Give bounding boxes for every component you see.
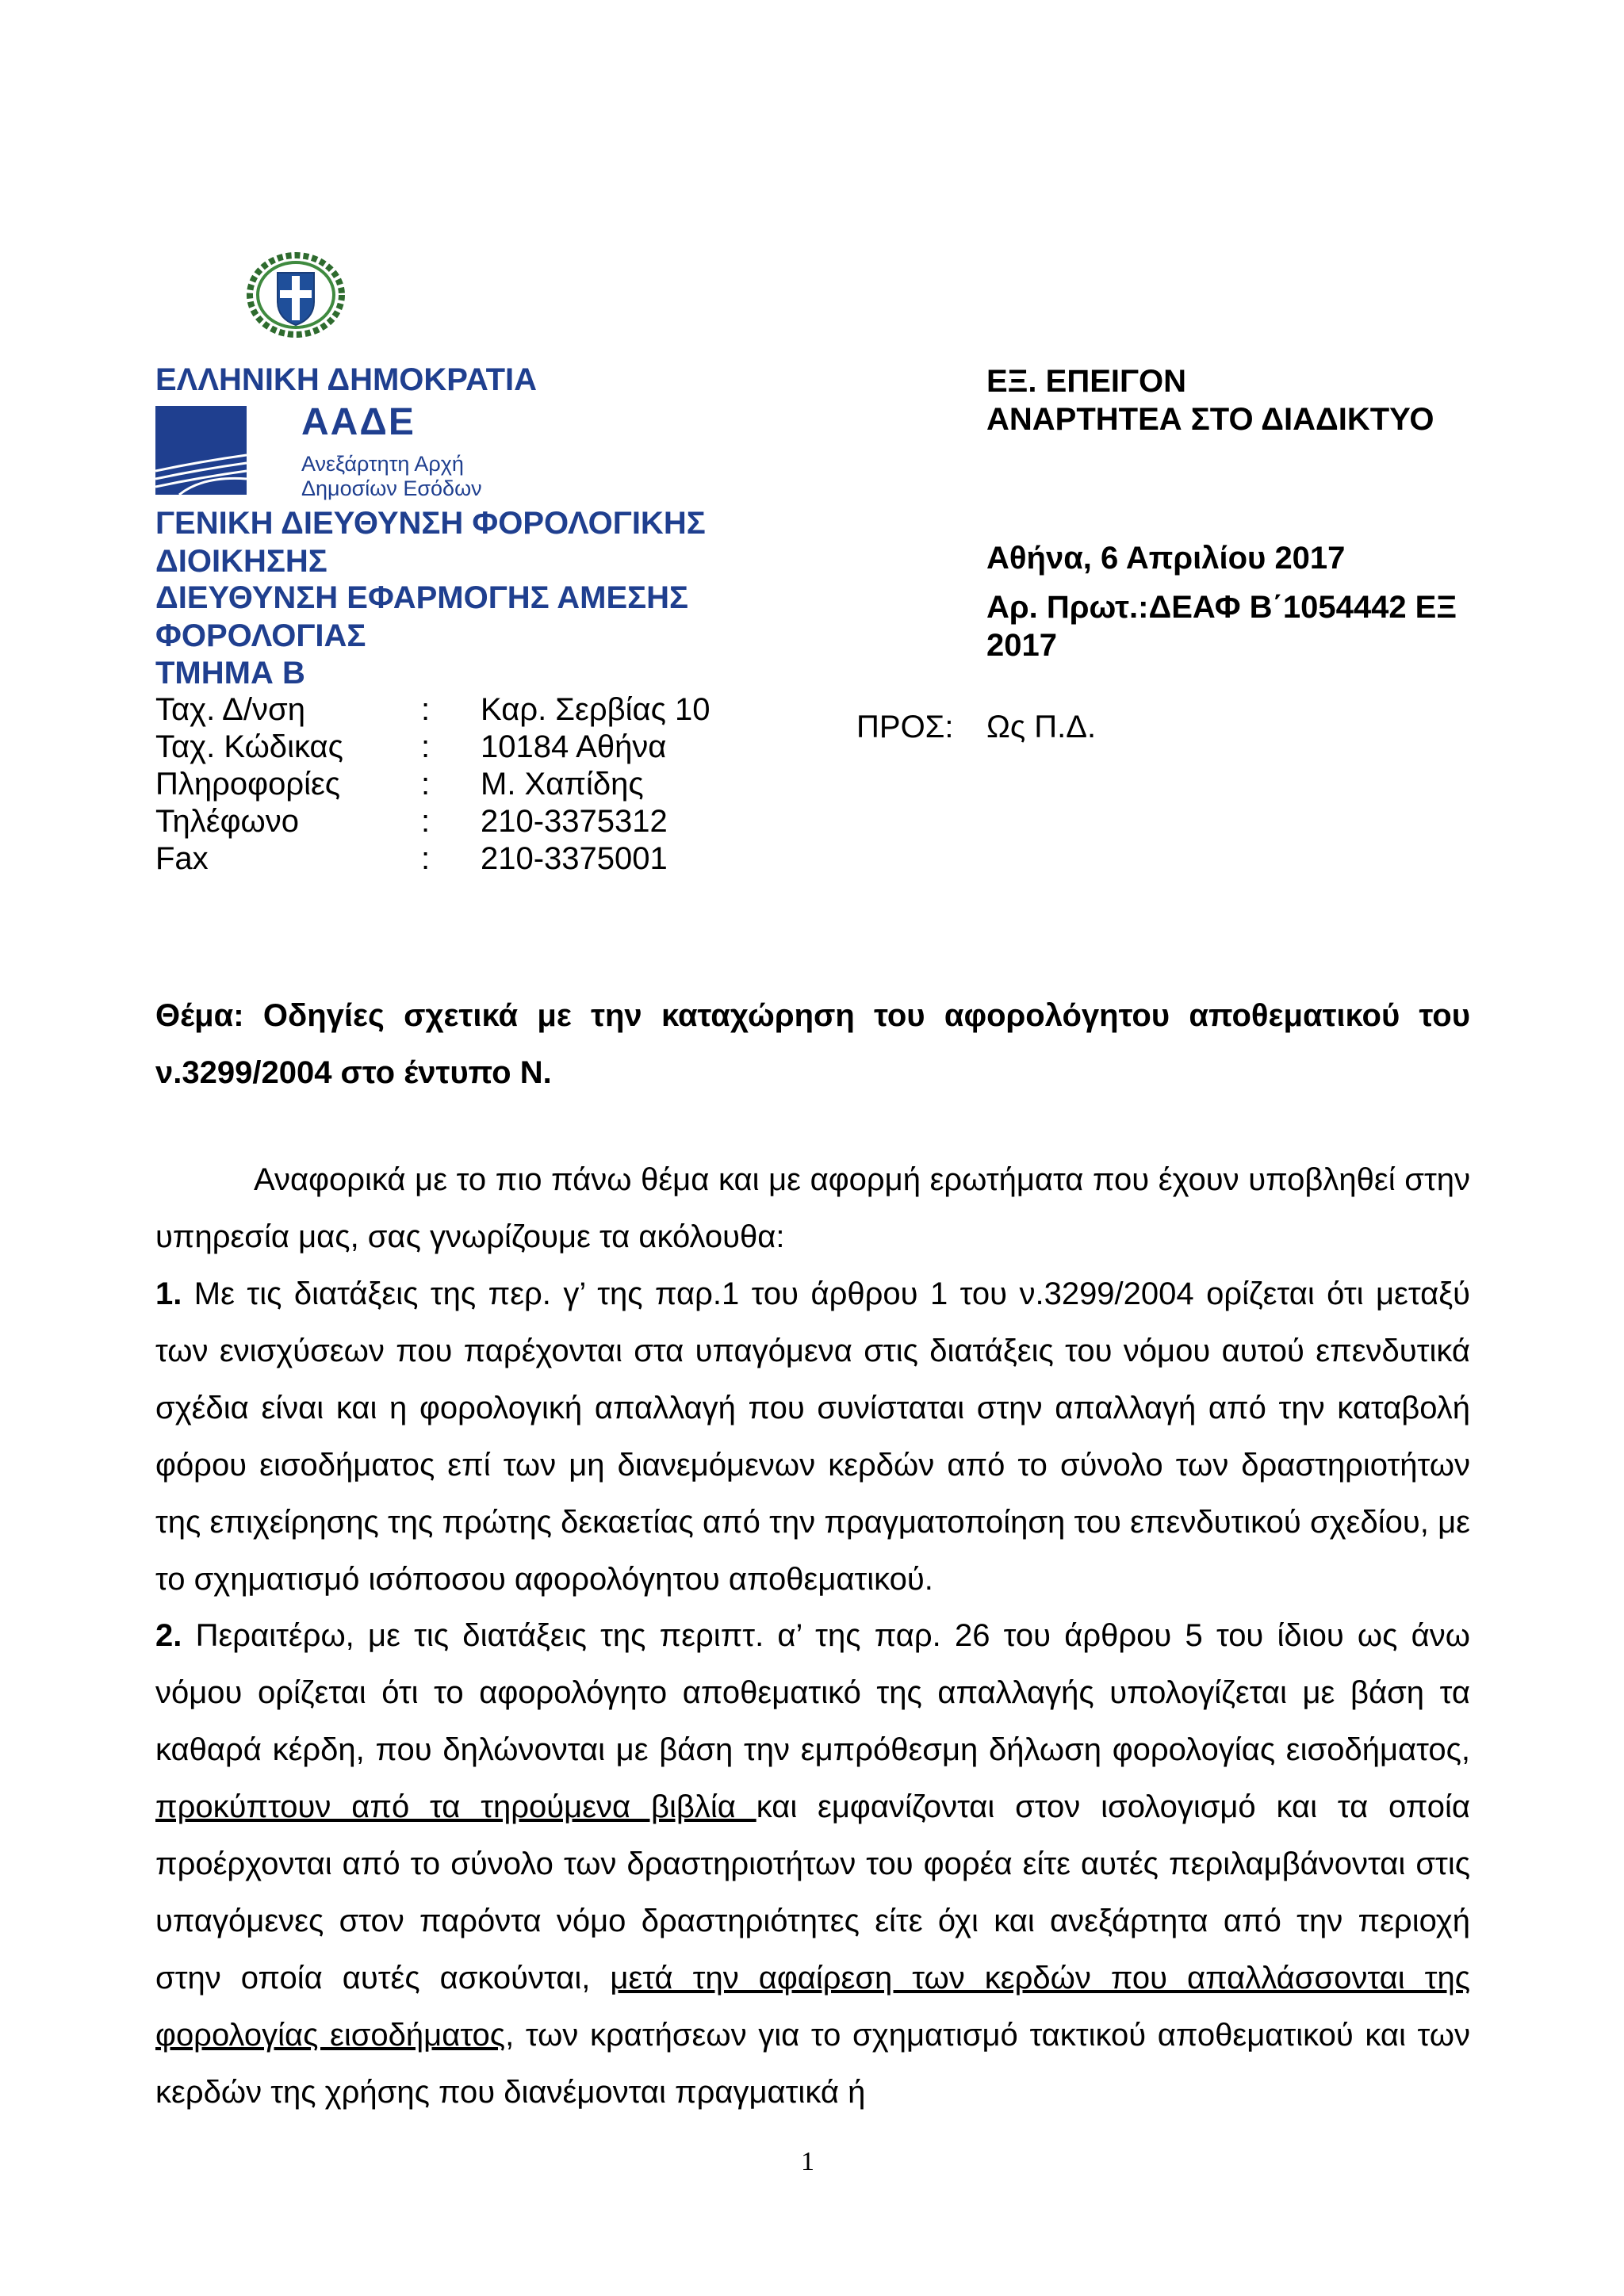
urgent-label: ΕΞ. ΕΠΕΙΓΟΝ (986, 364, 1187, 399)
contact-row-address (155, 691, 710, 729)
underlined-text: μετά την αφαίρεση των κερδών που απαλλάσσονται της φορολογίας εισοδήματος (155, 1961, 1470, 2053)
general-directorate: ΓΕΝΙΚΗ ΔΙΕΥΘΥΝΣΗ ΦΟΡΟΛΟΓΙΚΗΣ ΔΙΟΙΚΗΣΗΣ (155, 506, 706, 579)
paragraph-number: 2. (155, 1618, 182, 1653)
contact-value: 10184 Αθήνα (481, 729, 667, 764)
paragraph-2 (155, 1607, 1470, 2121)
paragraph-text: Με τις διατάξεις της περ. γ’ της παρ.1 του άρθρου 1 του ν.3299/2004 ορίζεται ότι μεταξύ των ενισχύσεων που παρέχονται στα υπαγόμενα στις διατάξεις του νόμου αυτού επενδυτικά σχέδια είναι και η φορολογική απαλλαγή που συνίσταται στην απαλλαγή από την καταβολή φόρου εισοδήματος επί των μη διανεμόμενων κερδών από το σύνολο των δραστηριοτήτων της επιχείρησης της πρώτης δεκαετίας από την πραγματοποίηση του επενδυτικού σχεδίου, με το σχηματισμό ισόποσου αφορολόγητου αποθεματικού. (155, 1276, 1470, 1597)
aade-logo-subtitle-1: Ανεξάρτητη Αρχή (301, 452, 464, 476)
intro-paragraph: Αναφορικά με το πιο πάνω θέμα και με αφορμή ερωτήματα που έχουν υποβληθεί στην υπηρεσία μας, σας γνωρίζουμε τα ακόλουθα: (155, 1162, 1470, 1254)
internet-posting-label: ΑΝΑΡΤΗΤΕΑ ΣΤΟ ΔΙΑΔΙΚΤΥΟ (986, 402, 1434, 437)
protocol-number: Αρ. Πρωτ.:ΔΕΑΦ Β΄1054442 ΕΞ 2017 (986, 590, 1457, 663)
contact-value: 210-3375001 (481, 841, 668, 876)
contact-label: Πληροφορίες (155, 767, 341, 802)
contact-value: 210-3375312 (481, 804, 668, 839)
underlined-text: προκύπτουν από τα τηρούμενα βιβλία (155, 1789, 756, 1824)
contact-label: Fax (155, 841, 209, 876)
contact-label: Τηλέφωνο (155, 804, 299, 839)
page-number: 1 (801, 2147, 814, 2176)
recipient-label: ΠΡΟΣ: (856, 710, 954, 744)
contact-separator: : (421, 804, 431, 839)
aade-logo-subtitle-2: Δημοσίων Εσόδων (301, 476, 482, 500)
contact-separator: : (421, 729, 431, 764)
republic-heading: ΕΛΛΗΝΙΚΗ ΔΗΜΟΚΡΑΤΙΑ (155, 362, 537, 397)
contact-row-fax (155, 840, 668, 878)
aade-logo-name: ΑΑΔΕ (301, 401, 416, 443)
paragraph-text: Περαιτέρω, με τις διατάξεις της περιπτ. α’ της παρ. 26 του άρθρου 5 του ίδιου ως άνω νόμου ορίζεται ότι το αφορολόγητο αποθεματικό της απαλλαγής υπολογίζεται με βάση τα καθαρά κέρδη, που δηλώνονται με βάση την εμπρόθεσμη δήλωση φορολογίας εισοδήματος, (155, 1618, 1470, 1767)
contact-separator: : (421, 841, 431, 876)
contact-row-phone (155, 802, 668, 840)
department: ΤΜΗΜΑ Β (155, 656, 305, 691)
contact-value: Καρ. Σερβίας 10 (481, 692, 710, 727)
paragraph-number: 1. (155, 1276, 182, 1311)
contact-row-postcode (155, 728, 666, 766)
directorate: ΔΙΕΥΘΥΝΣΗ ΕΦΑΡΜΟΓΗΣ ΑΜΕΣΗΣ ΦΟΡΟΛΟΓΙΑΣ (155, 580, 689, 653)
paragraph-1 (155, 1265, 1470, 1608)
document-date: Αθήνα, 6 Απριλίου 2017 (986, 541, 1346, 576)
paragraph-text: και εμφανίζονται στον ισολογισμό και τα οποία προέρχονται από το σύνολο των δραστηριοτήτων του φορέα είτε αυτές περιλαμβάνονται στις υπαγόμενες στον παρόντα νόμο δραστηριότητες είτε όχι και ανεξάρτητα από την περιοχή στην οποία αυτές ασκούνται, (155, 1789, 1470, 1996)
paragraph-text: , των κρατήσεων για το σχηματισμό τακτικού αποθεματικού και των κερδών της χρήσης που διανέμονται πραγματικά ή (155, 2018, 1470, 2110)
contact-label: Ταχ. Κώδικας (155, 729, 343, 764)
contact-separator: : (421, 767, 431, 802)
greek-coat-of-arms-icon (244, 252, 347, 338)
contact-value: Μ. Χαπίδης (481, 767, 644, 802)
contact-separator: : (421, 692, 431, 727)
contact-row-info (155, 765, 644, 803)
subject-line: Θέμα: Οδηγίες σχετικά με την καταχώρηση του αφορολόγητου αποθεματικού του ν.3299/2004 στο έντυπο Ν. (155, 998, 1470, 1090)
contact-label: Ταχ. Δ/νση (155, 692, 305, 727)
aade-logo-icon (155, 406, 247, 495)
recipient-value: Ως Π.Δ. (986, 710, 1097, 744)
